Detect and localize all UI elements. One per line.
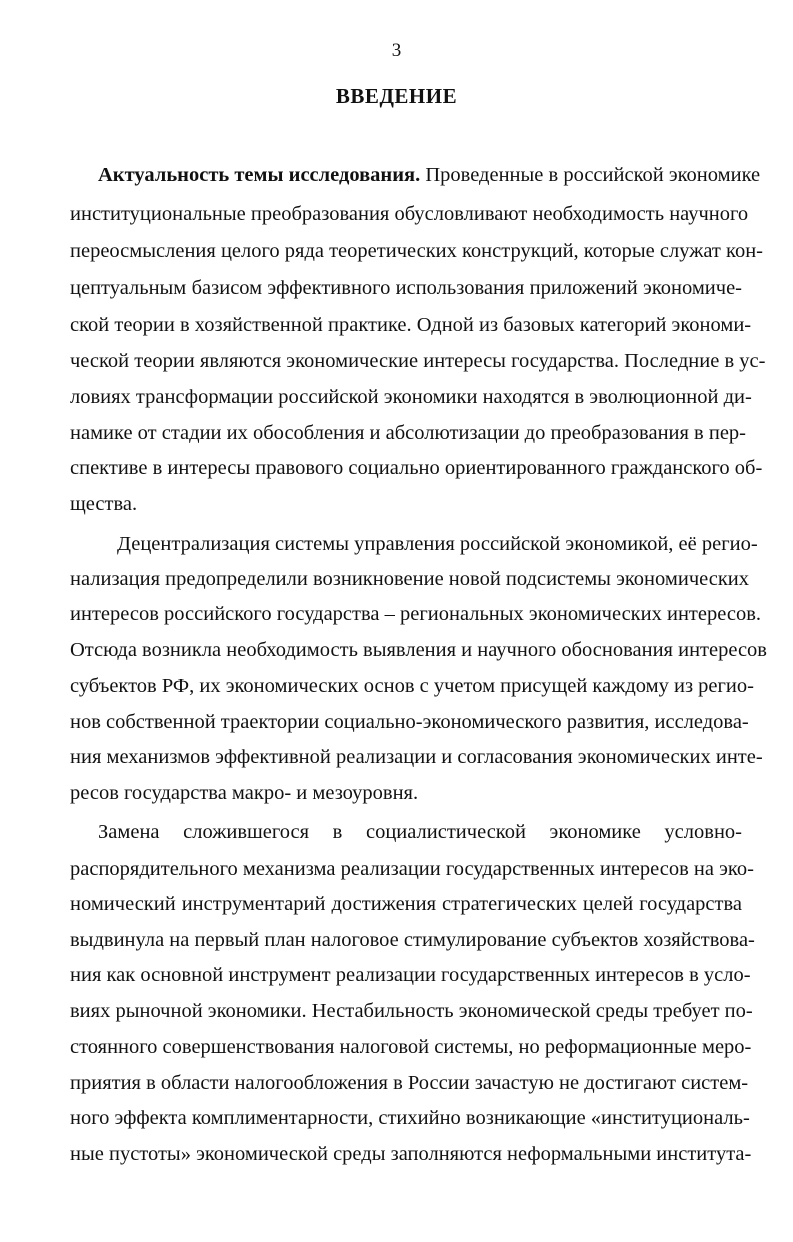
paragraph-1-line-5: ской теории в хозяйственной практике. Одной из базовых категорий экономи- xyxy=(70,314,752,336)
paragraph-1-line-4: цептуальным базисом эффективного использования приложений экономиче- xyxy=(70,277,742,299)
paragraph-2-line-1: Децентрализация системы управления российской экономикой, её регио- xyxy=(117,533,758,555)
paragraph-2-line-2: нализация предопределили возникновение новой подсистемы экономических xyxy=(70,568,750,590)
paragraph-3-line-1: Замена сложившегося в социалистической экономике условно- xyxy=(98,821,742,843)
paragraph-3-line-5: ния как основной инструмент реализации государственных интересов в усло- xyxy=(70,964,751,986)
page-title: ВВЕДЕНИЕ xyxy=(335,84,458,108)
paragraph-3-line-2: распорядительного механизма реализации государственных интересов на эко- xyxy=(70,858,754,880)
paragraph-2-line-3: интересов российского государства – региональных экономических интересов. xyxy=(70,603,761,625)
paragraph-2-line-5: субъектов РФ, их экономических основ с учетом присущей каждому из регио- xyxy=(70,675,754,697)
relevance-lead: Актуальность темы исследования. xyxy=(98,164,421,186)
paragraph-1-line-1 xyxy=(98,161,761,189)
paragraph-1-line-9: спективе в интересы правового социально ориентированного гражданского об- xyxy=(70,457,763,479)
paragraph-1-line-8: намике от стадии их обособления и абсолютизации до преобразования в пер- xyxy=(70,422,747,444)
paragraph-1-line-10: щества. xyxy=(70,493,138,515)
paragraph-1-line-7: ловиях трансформации российской экономики находятся в эволюционной ди- xyxy=(70,386,752,408)
page-number: 3 xyxy=(391,40,402,61)
paragraph-2-line-4: Отсюда возникла необходимость выявления и научного обоснования интересов xyxy=(70,639,767,661)
paragraph-1-line-2: институциональные преобразования обусловливают необходимость научного xyxy=(70,203,749,225)
paragraph-1-line-6: ческой теории являются экономические интересы государства. Последние в ус- xyxy=(70,350,766,372)
paragraph-2-line-7: ния механизмов эффективной реализации и согласования экономических инте- xyxy=(70,746,763,768)
paragraph-2-line-8: ресов государства макро- и мезоуровня. xyxy=(70,782,419,804)
paragraph-1-line-1-text: Проведенные в российской экономике xyxy=(420,164,761,186)
paragraph-1-line-3: переосмысления целого ряда теоретических конструкций, которые служат кон- xyxy=(70,240,763,262)
paragraph-3-line-10: ные пустоты» экономической среды заполняются неформальными института- xyxy=(70,1143,752,1165)
paragraph-3-line-8: приятия в области налогообложения в России зачастую не достигают систем- xyxy=(70,1072,749,1094)
paragraph-3-line-6: виях рыночной экономики. Нестабильность экономической среды требует по- xyxy=(70,1000,753,1022)
paragraph-3-line-4: выдвинула на первый план налоговое стимулирование субъектов хозяйствова- xyxy=(70,929,755,951)
paragraph-3-line-3: номический инструментарий достижения стратегических целей государства xyxy=(70,893,742,915)
paragraph-3-line-9: ного эффекта комплиментарности, стихийно возникающие «институциональ- xyxy=(70,1107,750,1129)
paragraph-2-line-6: нов собственной траектории социально-экономического развития, исследова- xyxy=(70,711,749,733)
paragraph-3-line-7: стоянного совершенствования налоговой системы, но реформационные меро- xyxy=(70,1036,752,1058)
